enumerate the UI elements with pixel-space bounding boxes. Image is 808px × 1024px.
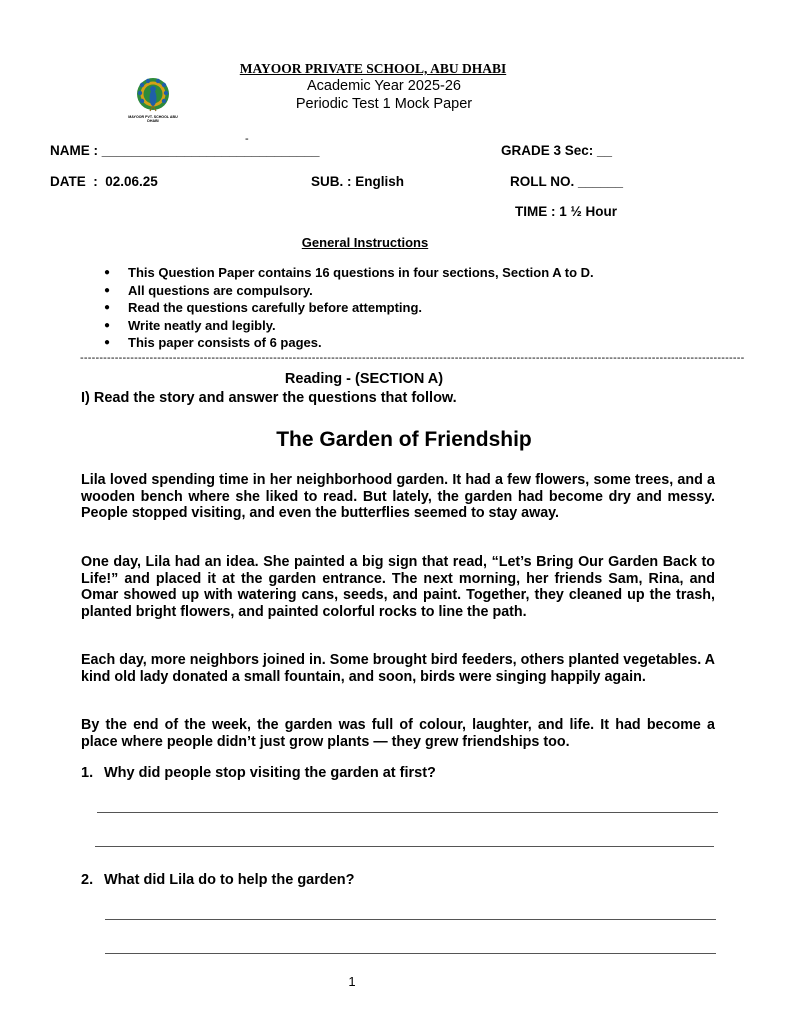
time-field: TIME : 1 ½ Hour: [515, 204, 618, 219]
question-2: [81, 872, 355, 888]
answer-line[interactable]: [105, 919, 716, 920]
school-name: MAYOOR PRIVATE SCHOOL, ABU DHABI: [239, 61, 507, 76]
list-item: ● All questions are compulsory.: [104, 282, 594, 300]
grade-field[interactable]: GRADE 3 Sec: __: [501, 143, 613, 158]
list-item: ● This paper consists of 6 pages.: [104, 334, 594, 352]
instructions-list: [104, 264, 594, 352]
section-task: I) Read the story and answer the questions that follow.: [81, 390, 457, 406]
page-number: 1: [348, 974, 356, 989]
dashed-divider: ----------------------------------------------------------------------------------------------------------------------------------------------------------------------------: [80, 352, 745, 364]
list-item: ● Read the questions carefully before attempting.: [104, 299, 594, 317]
question-number: 1.: [81, 765, 94, 781]
section-title: Reading - (SECTION A): [284, 371, 444, 387]
question-number: 2.: [81, 872, 94, 888]
story-paragraph: Lila loved spending time in her neighborhood garden. It had a few flowers, some trees, and a wooden bench where she liked to read. But lately, the garden had become dry and messy. People stopped visiting, and even the butterflies seemed to stay away.: [81, 472, 715, 522]
name-field[interactable]: NAME : _____________________________: [50, 143, 320, 158]
story-paragraph: Each day, more neighbors joined in. Some brought bird feeders, others planted vegetables. A kind old lady donated a small fountain, and soon, birds were singing happily again.: [81, 652, 715, 685]
list-item: ● This Question Paper contains 16 questions in four sections, Section A to D.: [104, 264, 594, 282]
roll-field[interactable]: ROLL NO. ______: [510, 174, 624, 189]
list-item: ● Write neatly and legibly.: [104, 317, 594, 335]
date-field: DATE : 02.06.25: [50, 174, 158, 189]
question-text: What did Lila do to help the garden?: [104, 872, 355, 888]
answer-line[interactable]: [95, 846, 714, 847]
question-1: [81, 765, 436, 781]
answer-line[interactable]: [105, 953, 716, 954]
test-name: Periodic Test 1 Mock Paper: [295, 96, 473, 112]
story-title: The Garden of Friendship: [276, 428, 532, 451]
answer-line[interactable]: [97, 812, 718, 813]
story-paragraph: One day, Lila had an idea. She painted a big sign that read, “Let’s Bring Our Garden Back to Life!” and placed it at the garden entrance. The next morning, her friends Sam, Rina, and Omar showed up with watering cans, seeds, and paint. Together, they cleaned up the trash, planted bright flowers, and painted colorful rocks to line the path.: [81, 554, 715, 620]
story-paragraph: By the end of the week, the garden was full of colour, laughter, and life. It had become a place where people didn’t just grow plants — they grew friendships too.: [81, 717, 715, 750]
instructions-title: General Instructions: [301, 235, 429, 250]
academic-year: Academic Year 2025-26: [307, 78, 461, 94]
logo-caption: MAYOOR PVT. SCHOOL ABU DHABI: [128, 115, 178, 123]
school-logo: [128, 74, 178, 124]
subject-field: SUB. : English: [311, 174, 405, 189]
question-text: Why did people stop visiting the garden at first?: [104, 765, 436, 781]
